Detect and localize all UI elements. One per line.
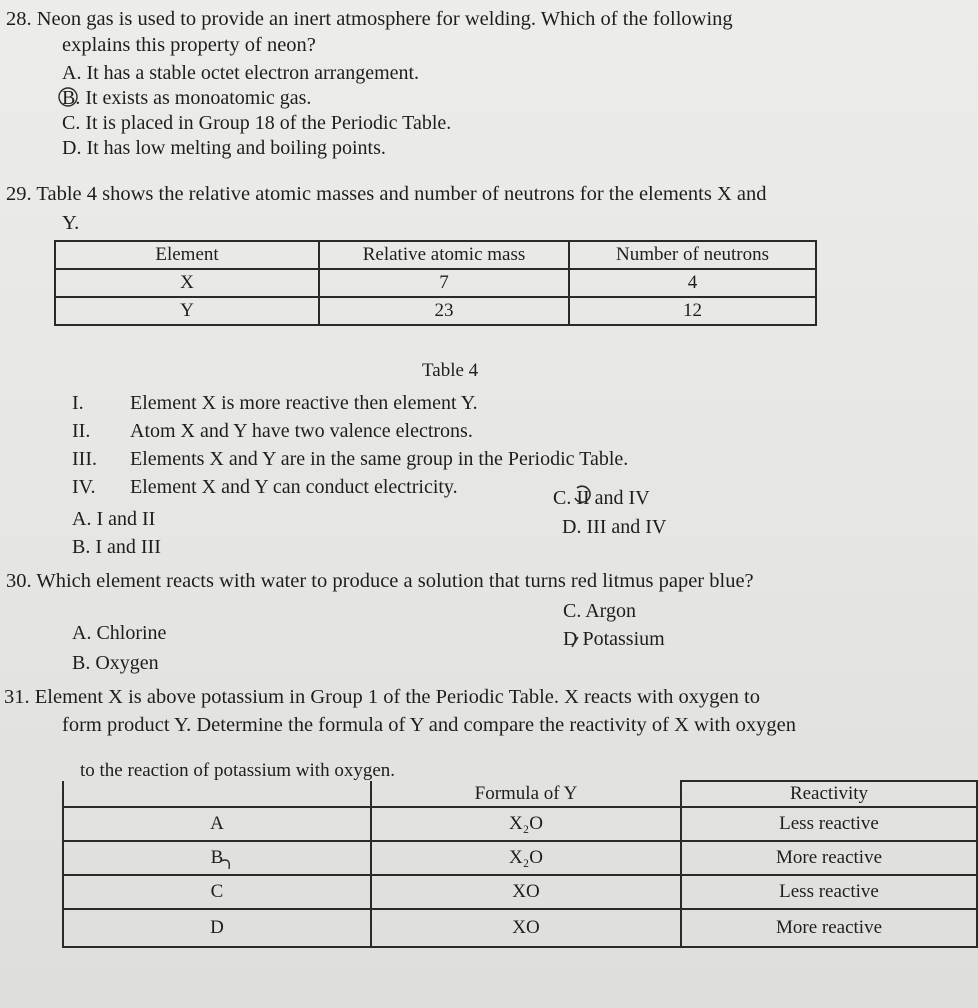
table-4-cell: 7 <box>319 269 569 297</box>
q30-option-a: A. Chlorine <box>72 622 167 644</box>
table-4-cell: X <box>55 269 319 297</box>
q30-option-d: D Potassium <box>563 628 665 650</box>
q29-stem-line1: 29. Table 4 shows the relative atomic masses and number of neutrons for the elements X and <box>6 183 767 205</box>
table-4-cell: 4 <box>569 269 816 297</box>
q31-option-letter: A <box>63 807 371 841</box>
table-4-header-mass: Relative atomic mass <box>319 241 569 269</box>
statement-text: Elements X and Y are in the same group in the Periodic Table. <box>130 448 629 470</box>
q31-formula-cell: X₂O <box>371 807 681 841</box>
statement-number: II. <box>72 420 91 442</box>
q31-stem-line3: to the reaction of potassium with oxygen. <box>80 760 396 781</box>
q28-option-a: A. It has a stable octet electron arrangement. <box>62 62 420 84</box>
q29-option-d: D. III and IV <box>562 516 667 538</box>
q29-option-b: B. I and III <box>72 536 161 558</box>
q28-option-c: C. It is placed in Group 18 of the Periodic Table. <box>62 112 452 134</box>
q29-option-a: A. I and II <box>72 508 156 530</box>
q31-reactivity-cell: More reactive <box>681 841 977 875</box>
q30-option-b: B. Oxygen <box>72 652 159 674</box>
table-4-cell: 23 <box>319 297 569 325</box>
q31-header-formula: Formula of Y <box>371 781 681 807</box>
q28-option-d: D. It has low melting and boiling points. <box>62 137 386 159</box>
q31-stem-line1: 31. Element X is above potassium in Group 1 of the Periodic Table. X reacts with oxygen to <box>4 686 760 708</box>
q31-option-letter: B <box>63 841 371 875</box>
q30-answer-tick-mark <box>572 637 578 647</box>
statement-text: Element X and Y can conduct electricity. <box>130 476 458 498</box>
q31-reactivity-cell: More reactive <box>681 909 977 947</box>
statement-text: Atom X and Y have two valence electrons. <box>130 420 473 442</box>
q31-formula-cell: XO <box>371 875 681 909</box>
q31-formula-cell: XO <box>371 909 681 947</box>
table-4-caption: Table 4 <box>422 360 479 381</box>
table-4-cell: 12 <box>569 297 816 325</box>
table-4-cell: Y <box>55 297 319 325</box>
q29-option-c: C. II and IV <box>553 487 650 509</box>
q31-option-letter: D <box>63 909 371 947</box>
q31-answer-mark <box>221 860 229 869</box>
q28-option-b: B. It exists as monoatomic gas. <box>62 87 312 109</box>
q28-stem-line1: 28. Neon gas is used to provide an inert atmosphere for welding. Which of the following <box>6 8 733 30</box>
statement-number: I. <box>72 392 84 414</box>
q28-stem-line2: explains this property of neon? <box>62 34 316 56</box>
statement-number: III. <box>72 448 97 470</box>
q31-option-letter: C <box>63 875 371 909</box>
table-4-header-element: Element <box>55 241 319 269</box>
q30-option-c: C. Argon <box>563 600 636 622</box>
q31-formula-cell: X₂O <box>371 841 681 875</box>
q28-answer-circle-mark <box>59 88 77 106</box>
q31-stem-line2: form product Y. Determine the formula of Y and compare the reactivity of X with oxygen <box>62 714 796 736</box>
table-4-header-neutrons: Number of neutrons <box>569 241 816 269</box>
q29-stem-line2: Y. <box>62 212 80 234</box>
q31-reactivity-cell: Less reactive <box>681 807 977 841</box>
q29-answer-circle-mark <box>575 486 590 502</box>
q31-header-reactivity: Reactivity <box>681 781 977 807</box>
q31-reactivity-cell: Less reactive <box>681 875 977 909</box>
statement-number: IV. <box>72 476 96 498</box>
q30-stem: 30. Which element reacts with water to produce a solution that turns red litmus paper blue? <box>6 570 754 592</box>
statement-text: Element X is more reactive then element Y. <box>130 392 478 414</box>
